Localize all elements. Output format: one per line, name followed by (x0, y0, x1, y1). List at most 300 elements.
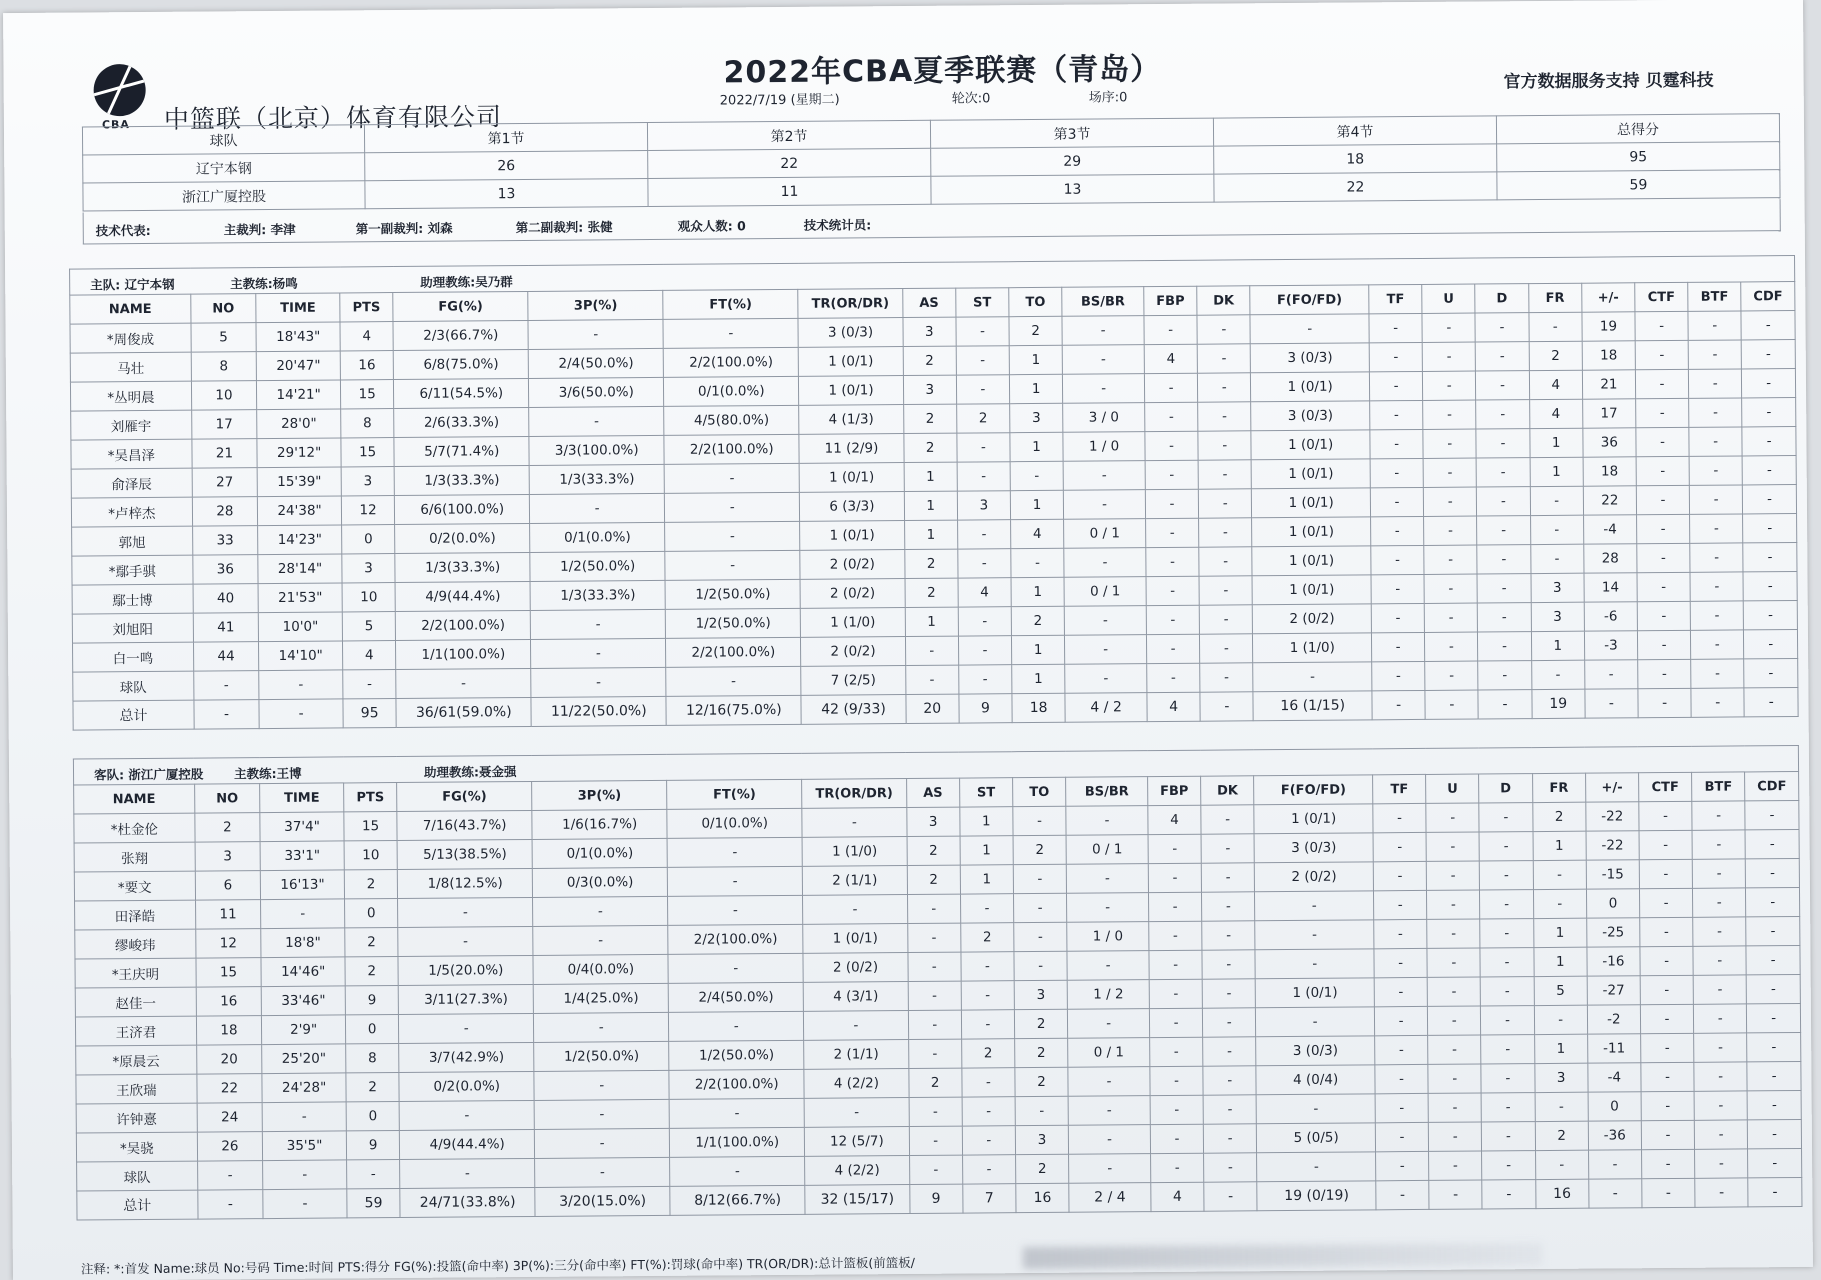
stat-cell: 2/2(100.0%) (395, 610, 530, 640)
stat-cell: 2 (1532, 802, 1585, 831)
score-cell: 59 (1497, 170, 1780, 200)
stat-cell: 2'9" (262, 1015, 346, 1045)
stat-cell: - (1692, 859, 1745, 888)
stat-cell: -11 (1587, 1034, 1640, 1063)
player-name: *丛明晨 (70, 381, 191, 411)
stat-cell: 1 (904, 462, 957, 491)
stat-cell: 16 (1535, 1179, 1588, 1208)
stat-cell: - (1428, 1064, 1481, 1093)
score-cell: 13 (931, 174, 1214, 204)
player-name: *王庆明 (75, 958, 196, 988)
stat-cell: - (1013, 806, 1066, 835)
stat-cell: - (1423, 400, 1476, 429)
stat-cell: 4 (1144, 344, 1197, 373)
stat-cell: 12/16(75.0%) (666, 695, 801, 725)
stat-cell: - (1374, 977, 1427, 1006)
stat-cell: - (957, 433, 1010, 462)
stat-cell: - (1693, 917, 1746, 946)
player-name: 总计 (77, 1190, 198, 1220)
stat-cell: - (1424, 545, 1477, 574)
stat-cell: - (1146, 518, 1199, 547)
stat-cell: 8 (191, 352, 257, 382)
stat-cell: - (1640, 917, 1693, 946)
stat-cell: - (1694, 1091, 1747, 1120)
stat-cell: 1 (1010, 490, 1063, 519)
column-header: TF (1369, 284, 1422, 313)
stat-cell: 1/2(50.0%) (666, 608, 801, 638)
stat-cell: 15 (344, 812, 397, 841)
stat-cell: 5 (0/5) (1257, 1123, 1376, 1153)
stat-cell: - (957, 520, 1010, 549)
stat-cell: 8 (346, 1044, 399, 1073)
stat-cell: - (909, 1097, 962, 1126)
stat-cell: - (1743, 572, 1797, 601)
stat-cell: - (399, 1100, 534, 1130)
stat-cell: 1/3(33.3%) (394, 465, 529, 495)
stat-cell: 5/7(71.4%) (394, 436, 529, 466)
stat-cell: - (1689, 369, 1742, 398)
stat-cell: -3 (1584, 631, 1637, 660)
stat-cell: - (1748, 1119, 1802, 1148)
stat-cell: 18'8" (261, 928, 345, 958)
stat-cell: - (956, 346, 1009, 375)
stat-cell: 2 (1/1) (804, 1040, 909, 1070)
stat-cell: 3 (342, 554, 395, 583)
stat-cell: - (1424, 487, 1477, 516)
stat-cell: - (1203, 1066, 1256, 1095)
stat-cell: - (804, 1011, 909, 1041)
stat-cell: - (1530, 486, 1583, 515)
stat-cell: - (1375, 1122, 1428, 1151)
stat-cell: 1 (1534, 1034, 1587, 1063)
stat-cell: - (396, 668, 531, 698)
player-name: 球队 (73, 671, 194, 701)
stat-cell: - (1428, 1035, 1481, 1064)
stat-cell: 2 (0/2) (801, 637, 906, 667)
stat-cell: - (1642, 1178, 1695, 1207)
home-box-score (69, 255, 1799, 731)
stat-cell: 2 (0/2) (1253, 604, 1372, 634)
stat-cell: 40 (193, 584, 259, 614)
stat-cell: 3/6(50.0%) (529, 377, 664, 407)
stat-cell: - (1148, 863, 1201, 892)
stat-cell: - (1689, 427, 1742, 456)
stat-cell: - (1428, 1093, 1481, 1122)
column-header: FBP (1144, 286, 1197, 315)
stat-cell: 1 (905, 607, 958, 636)
column-header: NO (190, 294, 256, 324)
stat-cell: 2 (0/2) (1255, 862, 1374, 892)
stat-cell: 3 (341, 467, 394, 496)
column-header: ST (956, 288, 1009, 317)
stat-cell: 2 (1014, 1009, 1067, 1038)
stat-cell: 16 (340, 351, 393, 380)
stat-cell: - (1146, 634, 1199, 663)
stat-cell: - (528, 319, 663, 349)
stat-cell: - (1203, 1124, 1256, 1153)
stat-cell: 19 (0/19) (1257, 1181, 1376, 1211)
stat-cell: 1 (1011, 577, 1064, 606)
stat-cell: 4 (1148, 805, 1201, 834)
stat-cell: - (960, 894, 1013, 923)
stat-cell: - (962, 1155, 1015, 1184)
stat-cell: - (908, 1039, 961, 1068)
stat-cell: - (1688, 311, 1741, 340)
stat-cell: 3 (957, 491, 1010, 520)
stat-cell: 3 (0/3) (1251, 343, 1370, 373)
stat-cell: 9 (959, 694, 1012, 723)
stat-cell: - (1639, 888, 1692, 917)
stat-cell: 6 (3/3) (800, 492, 905, 522)
column-header: 3P(%) (528, 290, 663, 320)
stat-cell: 1 (1/0) (801, 608, 906, 638)
stat-cell: - (1372, 661, 1425, 690)
stat-cell: - (1746, 859, 1800, 888)
stat-cell: 1 / 0 (1067, 922, 1149, 952)
stat-cell: - (1202, 892, 1255, 921)
stat-cell: - (1692, 801, 1745, 830)
stat-cell: - (1693, 975, 1746, 1004)
stat-cell: - (1200, 663, 1253, 692)
stat-cell: 21 (192, 439, 258, 469)
stat-cell: - (1747, 1062, 1801, 1091)
column-header: +/- (1581, 283, 1634, 312)
stat-cell: - (198, 1190, 264, 1220)
column-header: BS/BR (1066, 777, 1148, 807)
stat-cell: - (668, 895, 803, 925)
stat-cell: - (1479, 803, 1532, 832)
stat-cell: - (1638, 688, 1691, 717)
stat-cell: - (1530, 544, 1583, 573)
stat-cell: - (802, 808, 907, 838)
stat-cell: - (1529, 312, 1582, 341)
stat-cell: - (1534, 1005, 1587, 1034)
stat-cell: - (1255, 949, 1374, 979)
stat-cell: - (1641, 1120, 1694, 1149)
stat-cell: - (1371, 632, 1424, 661)
stat-cell: - (803, 895, 908, 925)
stat-cell: - (1149, 1008, 1202, 1037)
score-cell: 22 (648, 148, 931, 178)
stat-cell: 25'20" (262, 1044, 346, 1074)
stat-cell: - (1479, 832, 1532, 861)
stat-cell: - (1203, 1008, 1256, 1037)
stat-cell: - (1063, 461, 1145, 491)
stat-cell: - (1063, 374, 1145, 404)
stat-cell: - (1746, 917, 1800, 946)
score-cell: 辽宁本钢 (83, 153, 365, 183)
stat-cell: - (1745, 801, 1799, 830)
stat-cell: - (1476, 458, 1529, 487)
stat-cell: 11/22(50.0%) (531, 696, 666, 726)
stat-cell: - (1014, 922, 1067, 951)
stat-cell: 15'39" (257, 467, 341, 497)
stat-cell: - (905, 636, 958, 665)
stat-cell: 19 (1532, 689, 1585, 718)
stat-cell: - (1640, 975, 1693, 1004)
stat-cell: - (531, 609, 666, 639)
stat-cell: 8 (341, 409, 394, 438)
stat-cell: - (1742, 369, 1796, 398)
stat-cell: 3/11(27.3%) (398, 984, 533, 1014)
stat-cell: - (962, 1097, 1015, 1126)
stat-cell: 0 / 1 (1068, 1038, 1150, 1068)
stat-cell: 11 (2/9) (799, 434, 904, 464)
stat-cell: - (1689, 485, 1742, 514)
stat-cell: 2/2(100.0%) (663, 347, 798, 377)
stat-cell: 1 (1533, 831, 1586, 860)
stat-cell: - (1198, 431, 1251, 460)
stat-cell: - (1146, 547, 1199, 576)
stat-cell: 33'46" (261, 986, 345, 1016)
stat-cell: 1 (1531, 631, 1584, 660)
stat-cell: 1 (1012, 664, 1065, 693)
stat-cell: - (398, 897, 533, 927)
stat-cell: - (1201, 863, 1254, 892)
stat-cell: 4 (1529, 370, 1582, 399)
stat-cell: 1 (0/1) (799, 376, 904, 406)
stat-cell: - (1690, 601, 1743, 630)
stat-cell: - (1256, 1007, 1375, 1037)
stat-cell: - (1639, 801, 1692, 830)
stat-cell: - (905, 665, 958, 694)
stat-cell: 14'10" (259, 641, 343, 671)
stat-cell: - (531, 638, 666, 668)
stat-cell: - (1744, 659, 1798, 688)
stat-cell: - (907, 894, 960, 923)
stat-cell: - (1197, 315, 1250, 344)
stat-cell: - (1370, 429, 1423, 458)
match-number: 场序:0 (1088, 90, 1128, 106)
stat-cell: 4 (1/3) (799, 405, 904, 435)
stat-cell: - (1373, 803, 1426, 832)
stat-cell: - (1691, 659, 1744, 688)
player-name: 白一鸣 (72, 642, 193, 672)
stat-cell: - (1480, 919, 1533, 948)
stat-cell: - (1585, 689, 1638, 718)
stat-cell: - (1744, 601, 1798, 630)
stat-cell: 1 (1009, 345, 1062, 374)
stat-cell: 22 (1583, 486, 1636, 515)
stat-cell: 3 (903, 317, 956, 346)
second-referee: 第二副裁判: 张健 (515, 219, 613, 236)
stat-cell: - (1150, 1066, 1203, 1095)
stat-cell: 1 (960, 836, 1013, 865)
stat-cell: - (1374, 1006, 1427, 1035)
cba-logo (87, 64, 152, 132)
stat-cell: 3 (903, 375, 956, 404)
stat-cell: - (1476, 371, 1529, 400)
stat-cell: - (1371, 516, 1424, 545)
stat-cell: 14'46" (261, 957, 345, 987)
stat-cell: - (1533, 860, 1586, 889)
stat-cell: 1 (1/0) (1253, 633, 1372, 663)
stat-cell: - (1068, 1096, 1150, 1126)
stat-cell: 0/1(0.0%) (664, 376, 799, 406)
stat-cell: - (1747, 1004, 1801, 1033)
player-name: 刘雁宇 (71, 410, 192, 440)
stat-cell: 1 (0/1) (798, 347, 903, 377)
stat-cell: - (1480, 948, 1533, 977)
stat-cell: - (1198, 460, 1251, 489)
stat-cell: - (398, 926, 533, 956)
stat-cell: - (668, 866, 803, 896)
stat-cell: 9 (909, 1184, 962, 1213)
column-header: PTS (344, 783, 397, 812)
stat-cell: 0 / 1 (1064, 519, 1146, 549)
stat-cell: 3/20(15.0%) (535, 1186, 670, 1216)
stat-cell: - (908, 952, 961, 981)
stat-cell: 1 (0/1) (1252, 517, 1371, 547)
stat-cell: - (1533, 889, 1586, 918)
stat-cell: 26 (197, 1132, 263, 1162)
column-header: BTF (1688, 282, 1741, 311)
stat-cell: 1 (960, 807, 1013, 836)
player-name: 球队 (77, 1161, 198, 1191)
stat-cell: - (1375, 1035, 1428, 1064)
stat-cell: - (1482, 1180, 1535, 1209)
column-header: CTF (1639, 772, 1692, 801)
player-name: *周俊成 (70, 323, 191, 353)
stat-cell: - (1373, 861, 1426, 890)
stat-cell: - (962, 1126, 1015, 1155)
stat-cell: - (261, 899, 345, 929)
stat-cell: - (1745, 830, 1799, 859)
stat-cell: 2 (903, 346, 956, 375)
stat-cell: - (1148, 892, 1201, 921)
attendance: 观众人数: 0 (677, 218, 746, 234)
stat-cell: - (1422, 313, 1475, 342)
stat-cell: - (961, 952, 1014, 981)
column-header: +/- (1585, 773, 1638, 802)
stat-cell: -6 (1584, 602, 1637, 631)
stat-cell: 4 (2/2) (804, 1069, 909, 1099)
stat-cell: - (1423, 371, 1476, 400)
stat-cell: - (1589, 1179, 1642, 1208)
stat-cell: - (804, 1098, 909, 1128)
stat-cell: 1 (0/1) (799, 463, 904, 493)
stat-cell: - (1694, 1004, 1747, 1033)
stat-cell: - (1062, 345, 1144, 375)
stat-cell: 3 (1014, 980, 1067, 1009)
stat-cell: - (1426, 861, 1479, 890)
stat-cell: 9 (345, 986, 398, 1015)
stat-cell: - (1199, 489, 1252, 518)
stat-cell: 1/4(25.0%) (533, 983, 668, 1013)
stat-cell: 3/3(100.0%) (529, 435, 664, 465)
stat-cell: - (1636, 485, 1689, 514)
stat-cell: 0 / 1 (1066, 835, 1148, 865)
stat-cell: 2 (1009, 316, 1062, 345)
stat-cell: - (1635, 340, 1688, 369)
stat-cell: 4/5(80.0%) (664, 405, 799, 435)
stat-cell: - (1202, 950, 1255, 979)
stat-cell: - (957, 462, 1010, 491)
stat-cell: - (1427, 919, 1480, 948)
player-name: 王济君 (75, 1016, 196, 1046)
stat-cell: - (962, 1068, 1015, 1097)
stat-cell: 1 (0/1) (803, 924, 908, 954)
stat-cell: - (1429, 1180, 1482, 1209)
score-cell: 第4节 (1213, 116, 1496, 146)
player-name: 赵佳一 (75, 987, 196, 1017)
stat-cell: - (1067, 893, 1149, 923)
stat-cell: 2 (908, 1068, 961, 1097)
stat-cell: - (1200, 634, 1253, 663)
score-cell: 29 (931, 146, 1214, 176)
stat-cell: - (1638, 659, 1691, 688)
stat-cell: 17 (1582, 399, 1635, 428)
stat-cell: - (1689, 456, 1742, 485)
stat-cell: - (529, 406, 664, 436)
away-assistant-coach: 助理教练:聂金强 (423, 764, 517, 780)
column-header: NO (194, 784, 260, 814)
stat-cell: 3 (1531, 573, 1584, 602)
stat-cell: 28 (192, 497, 258, 527)
column-header: TIME (260, 783, 344, 813)
stat-cell: - (1064, 548, 1146, 578)
stat-cell: 15 (341, 438, 394, 467)
stat-cell: 2 / 4 (1069, 1183, 1151, 1213)
stat-cell: - (1151, 1153, 1204, 1182)
stat-cell: - (1635, 369, 1688, 398)
stat-cell: - (1376, 1180, 1429, 1209)
stat-cell: - (1250, 314, 1369, 344)
stat-cell: - (259, 670, 343, 700)
stat-cell: - (1584, 660, 1637, 689)
player-name: 刘旭阳 (72, 613, 193, 643)
stat-cell: - (1690, 543, 1743, 572)
column-header: AS (902, 288, 955, 317)
stat-cell: - (666, 666, 801, 696)
stat-cell: 7 (963, 1184, 1016, 1213)
stat-cell: 1/2(50.0%) (669, 1040, 804, 1070)
stat-cell: - (535, 1128, 670, 1158)
stat-cell: - (1202, 979, 1255, 1008)
player-name: 郭旭 (72, 526, 193, 556)
stat-cell: - (1150, 1124, 1203, 1153)
game-date: 2022/7/19 (星期二) (719, 92, 840, 109)
stat-cell: 2/3(66.7%) (393, 320, 528, 350)
stat-cell: 2 (904, 549, 957, 578)
stat-cell: - (534, 1099, 669, 1129)
stat-cell: 1 (1534, 947, 1587, 976)
stat-cell: 27 (192, 468, 258, 498)
score-cell: 第3节 (930, 118, 1213, 148)
stat-cell: 1 / 0 (1063, 432, 1145, 462)
stat-cell: - (1744, 688, 1798, 717)
column-header: D (1479, 774, 1532, 803)
stat-cell: - (1375, 1093, 1428, 1122)
stat-cell: - (1481, 1093, 1534, 1122)
stat-cell: 2 (1016, 1154, 1069, 1183)
stat-cell: - (1481, 1035, 1534, 1064)
stat-cell: - (1069, 1154, 1151, 1184)
column-header: CTF (1635, 282, 1688, 311)
stat-cell: -27 (1587, 976, 1640, 1005)
stat-cell: -25 (1586, 918, 1639, 947)
stat-cell: 1/6(16.7%) (532, 809, 667, 839)
player-name: *吴昌泽 (71, 439, 192, 469)
stat-cell: 28'14" (258, 554, 342, 584)
stat-cell: - (1742, 427, 1796, 456)
stat-cell: 1 (904, 520, 957, 549)
stat-cell: -22 (1586, 802, 1639, 831)
stat-cell: 24'28" (262, 1073, 346, 1103)
stat-cell: - (1480, 890, 1533, 919)
player-name: 马壮 (70, 352, 191, 382)
score-cell: 总得分 (1496, 114, 1779, 144)
